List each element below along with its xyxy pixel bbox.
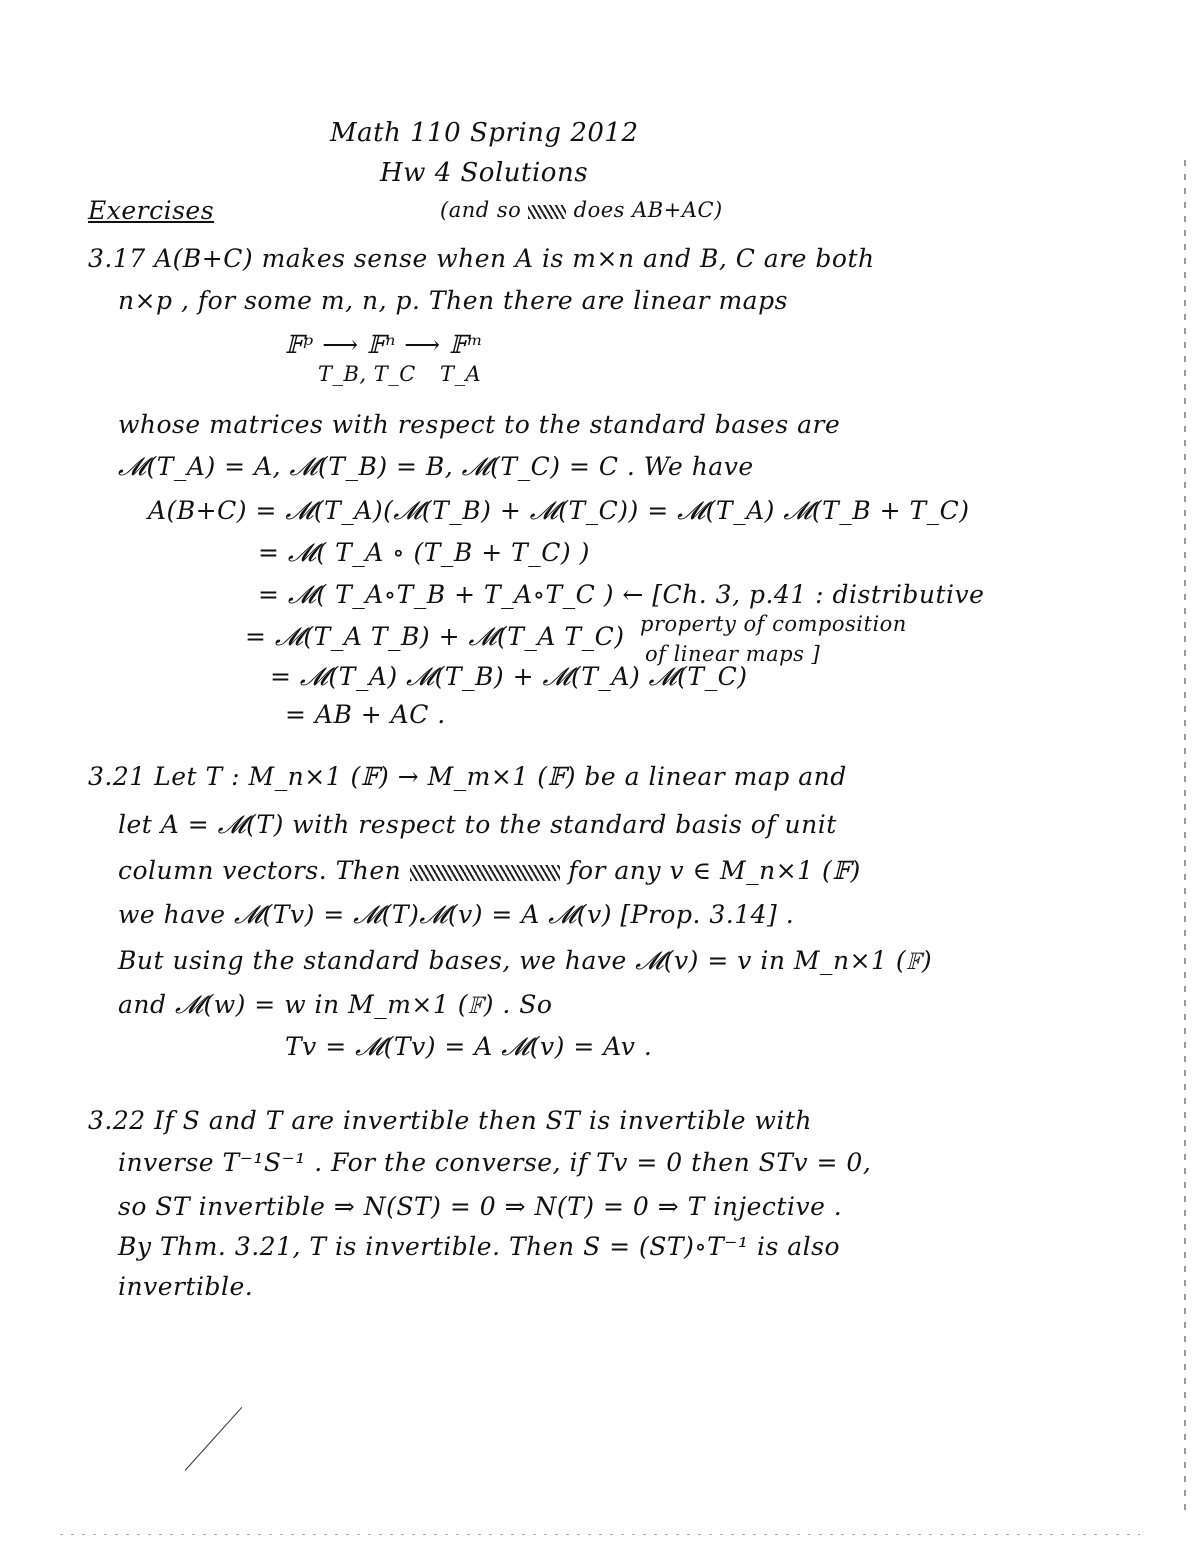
insert-note (440, 198, 723, 222)
crossed-out-word (528, 205, 566, 219)
text-segment: column vectors. Then (118, 856, 402, 885)
pen-stroke (185, 1407, 243, 1471)
section-label: Exercises (88, 196, 215, 225)
text-line: = 𝓜(T_A) 𝓜(T_B) + 𝓜(T_A) 𝓜(T_C) (270, 662, 748, 691)
insert-note-pre: (and so (440, 198, 522, 222)
text-line: But using the standard bases, we have 𝓜(v) = v in M_n×1 (𝔽) (118, 946, 933, 975)
crossed-out-text (410, 865, 560, 881)
text-line: 𝔽ᵖ ⟶ 𝔽ⁿ ⟶ 𝔽ᵐ (285, 330, 484, 359)
scan-bottom-edge (60, 1534, 1140, 1535)
text-line: A(B+C) = 𝓜(T_A)(𝓜(T_B) + 𝓜(T_C)) = 𝓜(T_A) 𝓜(T_B + T_C) (148, 496, 970, 525)
text-line: we have 𝓜(Tv) = 𝓜(T)𝓜(v) = A 𝓜(v) [Prop. 3.14] . (118, 900, 795, 929)
text-line: n×p , for some m, n, p. Then there are linear maps (118, 286, 788, 315)
insert-note-post: does AB+AC) (573, 198, 723, 222)
text-line: = 𝓜( T_A∘T_B + T_A∘T_C ) ← [Ch. 3, p.41 : distributive (258, 580, 985, 609)
text-line: By Thm. 3.21, T is invertible. Then S = (ST)∘T⁻¹ is also (118, 1232, 841, 1261)
page-subtitle: Hw 4 Solutions (380, 158, 589, 188)
text-line: Tv = 𝓜(Tv) = A 𝓜(v) = Av . (285, 1032, 653, 1061)
text-line: 3.22 If S and T are invertible then ST is invertible with (88, 1106, 812, 1135)
scan-edge (1184, 160, 1186, 1510)
text-line: = 𝓜( T_A ∘ (T_B + T_C) ) (258, 538, 590, 567)
text-line: = 𝓜(T_A T_B) + 𝓜(T_A T_C) (245, 622, 625, 651)
map-label: T_A (440, 362, 482, 386)
text-line: 𝓜(T_A) = A, 𝓜(T_B) = B, 𝓜(T_C) = C . We have (118, 452, 754, 481)
text-line: inverse T⁻¹S⁻¹ . For the converse, if Tv = 0 then STv = 0, (118, 1148, 872, 1177)
text-line: property of composition (640, 612, 907, 636)
text-line: 3.17 A(B+C) makes sense when A is m×n and B, C are both (88, 244, 875, 273)
text-line: let A = 𝓜(T) with respect to the standard basis of unit (118, 810, 837, 839)
text-line: of linear maps ] (645, 642, 821, 666)
text-line: = AB + AC . (285, 700, 446, 729)
text-line: 3.21 Let T : M_n×1 (𝔽) → M_m×1 (𝔽) be a linear map and (88, 762, 847, 791)
text-line: and 𝓜(w) = w in M_m×1 (𝔽) . So (118, 990, 553, 1019)
page-title: Math 110 Spring 2012 (330, 118, 639, 148)
text-line: so ST invertible ⇒ N(ST) = 0 ⇒ N(T) = 0 ⇒ T injective . (118, 1192, 843, 1221)
text-line: whose matrices with respect to the standard bases are (118, 410, 841, 439)
text-line (118, 856, 861, 885)
map-label: T_B, T_C (318, 362, 416, 386)
text-line: invertible. (118, 1272, 254, 1301)
text-segment: for any v ∈ M_n×1 (𝔽) (568, 856, 861, 885)
